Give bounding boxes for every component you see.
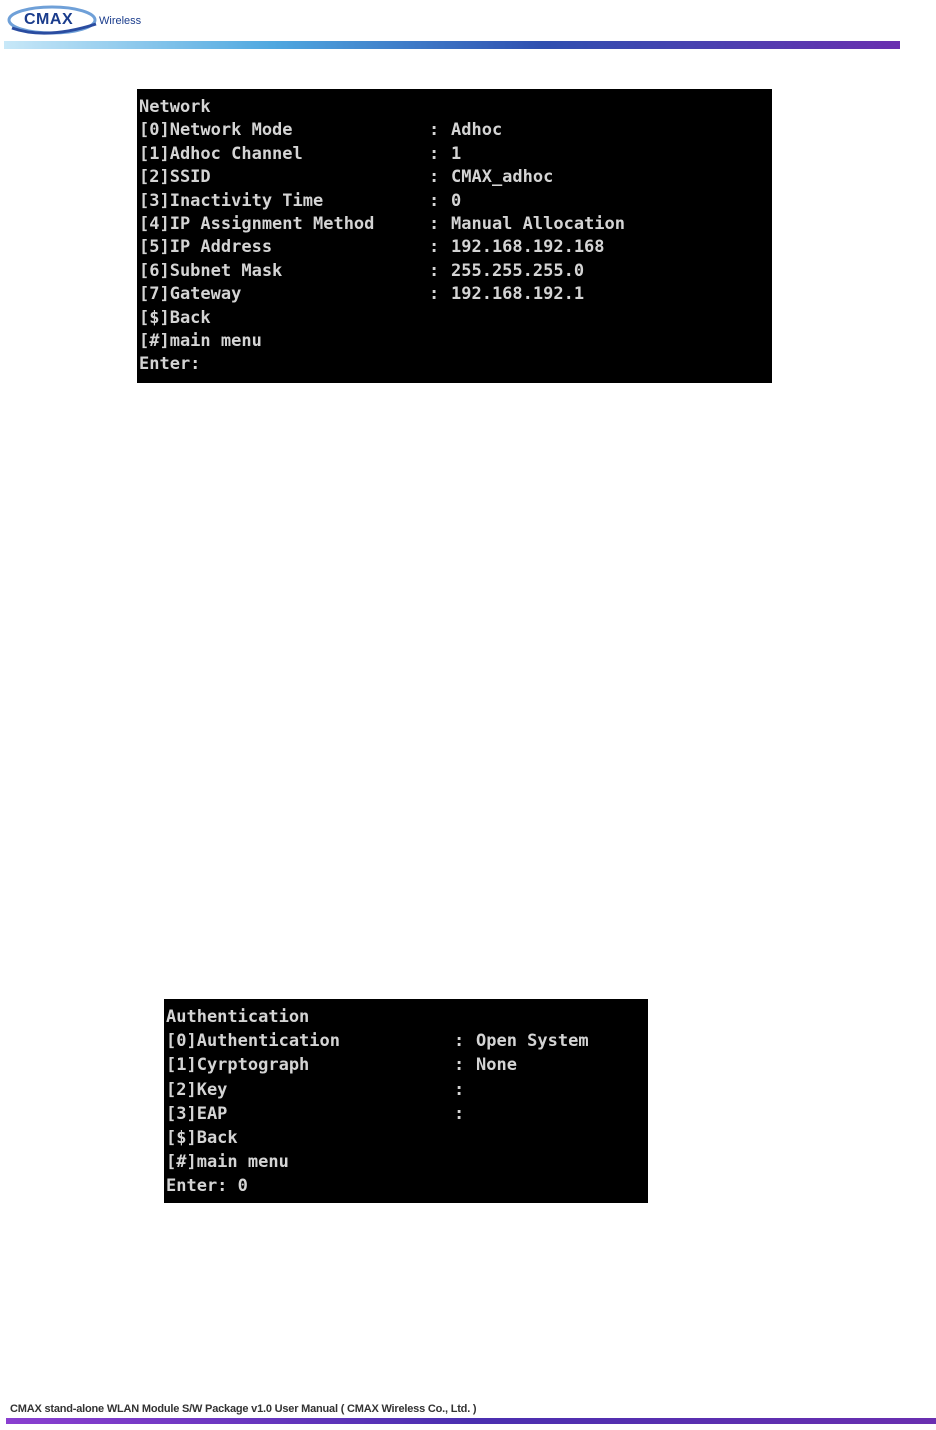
terminal-row [166, 1053, 648, 1077]
row-sep: : [429, 120, 440, 141]
terminal-main-menu: [#]main menu [139, 330, 262, 351]
terminal-row [139, 213, 772, 236]
terminal-row [166, 1078, 648, 1102]
row-sep: : [454, 1055, 465, 1076]
terminal-row [139, 190, 772, 213]
terminal-back: [$]Back [166, 1127, 238, 1148]
row-key: [6]Subnet Mask [139, 260, 283, 281]
row-sep: : [429, 167, 440, 188]
terminal-back: [$]Back [139, 307, 211, 328]
row-sep: : [429, 237, 440, 258]
row-value: Manual Allocation [451, 213, 625, 234]
row-value: None [476, 1055, 517, 1076]
row-sep: : [429, 284, 440, 305]
row-sep: : [429, 143, 440, 164]
terminal-main-menu: [#]main menu [166, 1152, 289, 1173]
terminal-row [139, 143, 772, 166]
row-key: [0]Network Mode [139, 120, 293, 141]
row-key: [5]IP Address [139, 237, 273, 258]
row-sep: : [454, 1031, 465, 1052]
row-key: [1]Cyrptograph [166, 1055, 310, 1076]
terminal-prompt: Enter: 0 [166, 1176, 248, 1197]
terminal-row [139, 283, 772, 306]
terminal-prompt: Enter: [139, 354, 201, 375]
terminal-row [139, 119, 772, 142]
row-value: 1 [451, 143, 462, 164]
logo-sub-text: Wireless [99, 15, 142, 27]
terminal-title: Authentication [166, 1007, 310, 1027]
row-key: [4]IP Assignment Method [139, 213, 375, 234]
terminal-row [139, 166, 772, 189]
row-sep: : [454, 1103, 465, 1124]
row-key: [2]Key [166, 1079, 228, 1100]
row-value: 255.255.255.0 [451, 260, 585, 281]
terminal-title: Network [139, 97, 211, 117]
header-divider [4, 41, 900, 49]
cmax-logo [6, 2, 166, 42]
footer-divider [6, 1418, 936, 1424]
row-key: [3]Inactivity Time [139, 190, 324, 211]
row-sep: : [454, 1079, 465, 1100]
row-value: Adhoc [451, 120, 503, 141]
row-value: CMAX_adhoc [451, 167, 554, 188]
row-value: 192.168.192.1 [451, 284, 585, 305]
terminal-row [139, 260, 772, 283]
logo-brand-text: CMAX [24, 11, 74, 28]
row-sep: : [429, 213, 440, 234]
row-key: [3]EAP [166, 1103, 228, 1124]
terminal-row [139, 236, 772, 259]
authentication-terminal [164, 999, 648, 1203]
row-key: [1]Adhoc Channel [139, 143, 303, 164]
row-key: [0]Authentication [166, 1031, 340, 1052]
row-sep: : [429, 190, 440, 211]
row-key: [2]SSID [139, 167, 211, 188]
row-value: 192.168.192.168 [451, 237, 605, 258]
row-value: Open System [476, 1031, 589, 1052]
terminal-row [166, 1029, 648, 1053]
terminal-row [166, 1102, 648, 1126]
network-terminal [137, 89, 772, 383]
row-key: [7]Gateway [139, 284, 242, 305]
row-value: 0 [451, 190, 462, 211]
row-sep: : [429, 260, 440, 281]
footer-text: CMAX stand-alone WLAN Module S/W Package v1.0 User Manual ( CMAX Wireless Co., Ltd. ) [10, 1403, 477, 1415]
